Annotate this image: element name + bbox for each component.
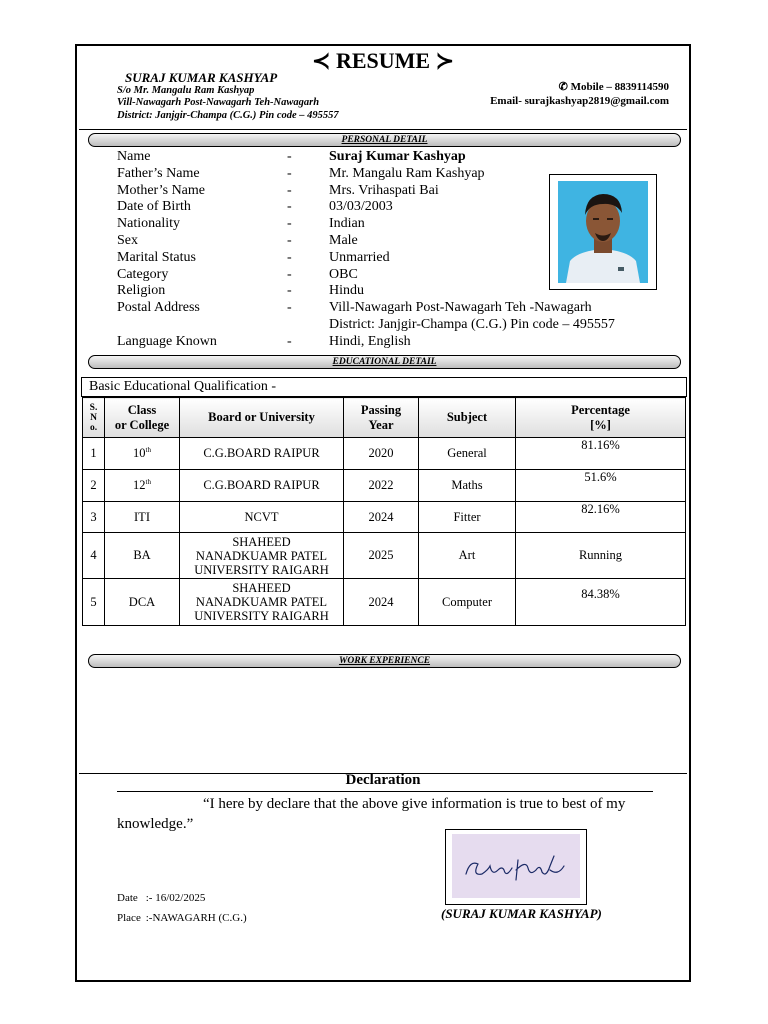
- detail-dash: -: [287, 182, 292, 198]
- detail-label: Nationality: [117, 216, 180, 232]
- personal-row: [117, 283, 615, 300]
- cell-class: [105, 470, 180, 502]
- declaration-underline: [117, 791, 653, 792]
- board-line: UNIVERSITY RAIGARH: [194, 609, 329, 623]
- detail-label: Name: [117, 149, 151, 164]
- contact-block-right: [490, 80, 669, 108]
- person-photo-icon: [558, 181, 648, 283]
- detail-value: Hindi, English: [329, 333, 411, 349]
- personal-row: [117, 166, 615, 183]
- personal-row: [117, 267, 615, 284]
- class-sup: th: [145, 477, 151, 486]
- detail-dash: -: [287, 165, 292, 181]
- detail-value: Mr. Mangalu Ram Kashyap: [329, 165, 485, 181]
- declaration-title: Declaration: [345, 772, 421, 788]
- signature-icon: [446, 830, 586, 904]
- signature-name: (SURAJ KUMAR KASHYAP): [441, 906, 602, 921]
- email-address: Email- surajkashyap2819@gmail.com: [490, 95, 669, 107]
- detail-value: Indian: [329, 216, 365, 232]
- cell-class: ITI: [105, 502, 180, 533]
- detail-dash: -: [287, 333, 292, 349]
- detail-dash-empty: [287, 317, 329, 334]
- table-row: [83, 579, 686, 626]
- title-text: RESUME: [335, 48, 431, 73]
- cell-subject: Maths: [419, 470, 516, 502]
- mobile-number: ✆ Mobile – 8839114590: [558, 81, 669, 93]
- detail-value: OBC: [329, 266, 358, 282]
- detail-dash: -: [287, 266, 292, 282]
- arrow-right-icon: ≻: [435, 48, 454, 73]
- detail-label: Father’s Name: [117, 165, 200, 181]
- section-title-educational: EDUCATIONAL DETAIL: [332, 357, 437, 367]
- personal-row: [117, 233, 615, 250]
- col-sn-part: S.: [89, 402, 98, 413]
- personal-row: [117, 250, 615, 267]
- personal-row: [117, 149, 615, 166]
- board-line: NANADKUAMR PATEL: [195, 595, 328, 609]
- cell-year: 2020: [344, 438, 419, 470]
- class-text: 10: [133, 446, 146, 461]
- board-line: SHAHEED: [232, 534, 291, 549]
- personal-row: [117, 300, 615, 317]
- detail-value: Suraj Kumar Kashyap: [329, 149, 466, 164]
- cell-board: [180, 579, 344, 626]
- detail-dash: -: [287, 300, 292, 316]
- personal-row: [117, 334, 615, 351]
- col-sn: [83, 398, 105, 438]
- cell-percentage: 84.38%: [516, 579, 686, 626]
- cell-year: 2022: [344, 470, 419, 502]
- profile-photo: [549, 174, 657, 290]
- place-label: Place: [117, 912, 141, 924]
- place-value: :-NAWAGARH (C.G.): [145, 912, 247, 924]
- cell-percentage: Running: [516, 533, 686, 579]
- col-year: [344, 398, 419, 438]
- header-address-1: Vill-Nawagarh Post-Nawagarh Teh-Nawagarh: [117, 97, 320, 108]
- date-label: Date: [117, 892, 138, 904]
- detail-value: Unmarried: [329, 249, 390, 265]
- col-class-line: Class: [127, 402, 157, 417]
- detail-dash: -: [287, 216, 292, 232]
- col-sn-part: o.: [89, 422, 98, 433]
- cell-percentage: 82.16%: [516, 502, 686, 533]
- detail-label: Language Known: [117, 333, 217, 349]
- header-divider: [79, 129, 687, 130]
- personal-details: [117, 149, 615, 351]
- detail-value: Hindu: [329, 283, 364, 299]
- section-band-personal: [88, 133, 681, 147]
- education-header-row: [83, 398, 686, 438]
- header-father: S/o Mr. Mangalu Ram Kashyap: [117, 84, 255, 96]
- col-percentage: [516, 398, 686, 438]
- detail-label: Category: [117, 266, 169, 282]
- date-place-block: [117, 888, 247, 928]
- detail-label: Date of Birth: [117, 199, 191, 215]
- header-address-2: District: Janjgir-Champa (C.G.) Pin code – 495557: [117, 109, 339, 121]
- board-line: SHAHEED: [232, 581, 291, 595]
- table-row: [83, 502, 686, 533]
- detail-value: Vill-Nawagarh Post-Nawagarh Teh -Nawagarh: [329, 300, 592, 316]
- detail-label: Sex: [117, 232, 138, 248]
- cell-subject: Computer: [419, 579, 516, 626]
- signature-box: [445, 829, 587, 905]
- class-text: 12: [133, 478, 146, 493]
- education-caption: Basic Educational Qualification -: [81, 377, 687, 397]
- col-year-line: Year: [368, 417, 394, 432]
- detail-value: Mrs. Vrihaspati Bai: [329, 182, 439, 198]
- col-class-line: or College: [114, 417, 170, 432]
- resume-page: [75, 44, 691, 982]
- section-band-work: [88, 654, 681, 668]
- table-row: [83, 438, 686, 470]
- declaration-text: “I here by declare that the above give information is true to best of my knowledge.”: [117, 796, 626, 832]
- col-board: Board or University: [180, 398, 344, 438]
- col-pct-line: Percentage: [571, 402, 630, 417]
- personal-row: [117, 216, 615, 233]
- cell-year: 2024: [344, 579, 419, 626]
- section-title-work: WORK EXPERIENCE: [338, 656, 431, 666]
- detail-dash: -: [287, 249, 292, 265]
- cell-board: C.G.BOARD RAIPUR: [180, 438, 344, 470]
- personal-row: [117, 183, 615, 200]
- arrow-left-icon: ≺: [312, 48, 331, 73]
- header-name: SURAJ KUMAR KASHYAP: [125, 70, 278, 85]
- cell-percentage: 51.6%: [516, 470, 686, 502]
- cell-sn: 2: [83, 470, 105, 502]
- detail-dash: -: [287, 149, 292, 164]
- detail-value: District: Janjgir-Champa (C.G.) Pin code – 495557: [329, 316, 615, 332]
- detail-label: Mother’s Name: [117, 182, 205, 198]
- cell-board: C.G.BOARD RAIPUR: [180, 470, 344, 502]
- cell-subject: Art: [419, 533, 516, 579]
- cell-board: NCVT: [180, 502, 344, 533]
- personal-row: [117, 317, 615, 334]
- detail-dash: -: [287, 199, 292, 215]
- table-row: [83, 470, 686, 502]
- cell-sn: 5: [83, 579, 105, 626]
- contact-block-left: [117, 72, 339, 122]
- detail-dash: -: [287, 283, 292, 299]
- col-sn-part: N: [90, 412, 97, 423]
- detail-value: Male: [329, 232, 358, 248]
- detail-label: Postal Address: [117, 300, 200, 316]
- board-line: NANADKUAMR PATEL: [195, 548, 328, 563]
- cell-sn: 3: [83, 502, 105, 533]
- cell-board: [180, 533, 344, 579]
- detail-label: [117, 317, 287, 334]
- date-value: :- 16/02/2025: [145, 892, 206, 904]
- cell-class: [105, 438, 180, 470]
- cell-percentage: 81.16%: [516, 438, 686, 470]
- detail-label: Marital Status: [117, 249, 196, 265]
- board-line: UNIVERSITY RAIGARH: [194, 562, 329, 577]
- section-title-personal: PERSONAL DETAIL: [341, 135, 428, 145]
- col-pct-line: [%]: [590, 417, 611, 432]
- cell-subject: General: [419, 438, 516, 470]
- table-row: [83, 533, 686, 579]
- col-year-line: Passing: [360, 402, 402, 417]
- cell-year: 2024: [344, 502, 419, 533]
- detail-value: 03/03/2003: [329, 199, 393, 215]
- cell-year: 2025: [344, 533, 419, 579]
- class-sup: th: [145, 445, 151, 454]
- detail-label: Religion: [117, 283, 166, 299]
- cell-class: BA: [105, 533, 180, 579]
- personal-row: [117, 199, 615, 216]
- section-band-educational: [88, 355, 681, 369]
- education-table: [82, 397, 686, 626]
- cell-sn: 4: [83, 533, 105, 579]
- cell-class: DCA: [105, 579, 180, 626]
- cell-sn: 1: [83, 438, 105, 470]
- detail-dash: -: [287, 232, 292, 248]
- col-subject: Subject: [419, 398, 516, 438]
- cell-subject: Fitter: [419, 502, 516, 533]
- col-class: [105, 398, 180, 438]
